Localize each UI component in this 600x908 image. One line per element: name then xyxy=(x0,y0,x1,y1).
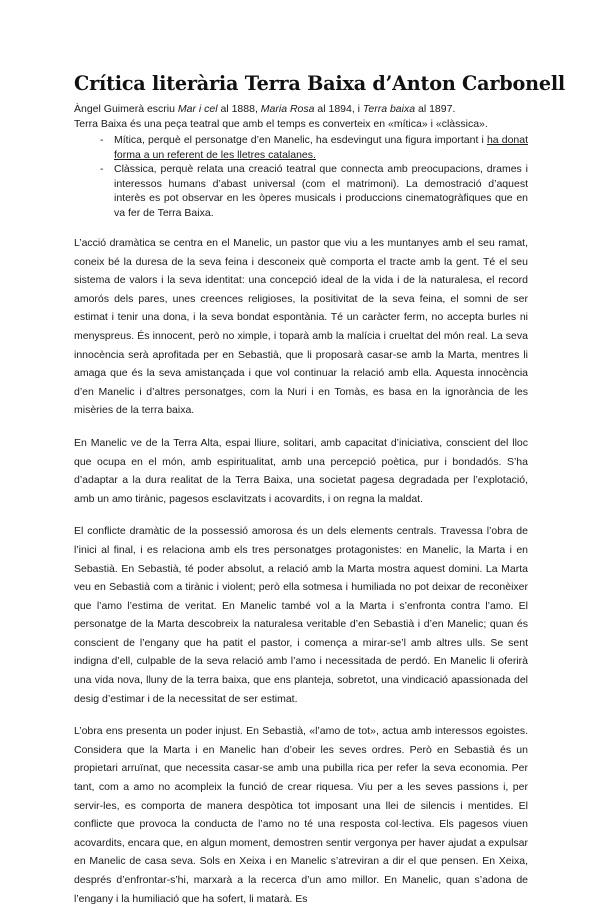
document-title: Crítica literària Terra Baixa d’Anton Carbonell xyxy=(74,72,566,95)
bullet-text: Mítica, perquè el personatge d’en Manelic, ha esdevingut una figura important i xyxy=(114,134,487,146)
intro-line-definition: Terra Baixa és una peça teatral que amb el temps es converteix en «mítica» i «clàssica». xyxy=(74,117,488,130)
bullet-dash: - xyxy=(100,163,104,175)
work-title-maria-rosa: Maria Rosa xyxy=(260,103,315,115)
bullet-underlined-text: ha donat forma a un referent de les lletres catalanes. xyxy=(114,134,529,161)
intro-text-c: al 1894, i xyxy=(314,103,363,115)
intro-line-works xyxy=(74,102,528,117)
paragraph-poder-injust: L’obra ens presenta un poder injust. En Sebastià, «l’amo de tot», actua amb interessos egoistes. Considera que la Marta i en Manelic han d’obeir les seves ordres. Però en Sebastià és un propietari arruïnat, que necessita casar-se amb una pubilla rica per refer la seva economia. Per tant, com a amo no acompleix la funció de crear riquesa. Viu per a les seves passions i, per servir-les, es comporta de manera despòtica tot imposant una llei de silencis i mentides. El conflicte que provoca la conducta de l’amo no té una resposta col·lectiva. Els pagesos viuen acovardits, encara que, en algun moment, demostren sentir vergonya per haver ajudat a expulsar en Manelic de casa seva. Sols en Xeixa i en Manelic s’atreviran a dir el que pensen. En Xeixa, després d’enfrontar-s’hi, marxarà a la recerca d’un amo millor. En Manelic, quan s’adona de l’engany i la humiliació que ha sofert, li matarà. Es xyxy=(74,725,528,905)
bullet-text: Clàssica, perquè relata una creació teatral que connecta amb preocupacions, drames i interessos humans d’abast universal (com el matrimoni). La demostració d’aquest interès es pot observar en les òperes musicals i produccions cinematogràfiques que en va fer de Terra Baixa. xyxy=(114,163,528,219)
paragraph-manelic: L’acció dramàtica se centra en el Manelic, un pastor que viu a les muntanyes amb el seu ramat, coneix bé la duresa de la seva feina i desconeix què comporta el tracte amb la gent. Té el seu sistema de valors i la seva identitat: una concepció ideal de la vida i de la naturalesa, el record amorós dels pares, unes creences religioses, la positivitat de la seva feina, el somni de ser estimat i tenir una dona, i la seva bondat espontània. Té un caràcter ferm, no accepta burles ni menyspreus. És innocent, però no ximple, i toparà amb la malícia i crueltat del món real. La seva innocència serà aprofitada per en Sebastià, que li proposarà casar-se amb la Marta, mentres li amaga que és la seva amistançada i que vol continuar la relació amb ella. Aquesta innocència d’en Manelic i d’altres personatges, com la Nuri i en Tomàs, es basa en la ignorància de les misèries de la terra baixa. xyxy=(74,237,528,417)
work-title-terra-baixa: Terra baixa xyxy=(362,103,416,115)
intro-text-d: al 1897. xyxy=(415,103,456,115)
bullet-list xyxy=(74,133,528,220)
intro-text-b: al 1888, xyxy=(217,103,261,115)
work-title-mar-i-cel: Mar i cel xyxy=(177,103,218,115)
bullet-item-mitica xyxy=(100,133,528,162)
paragraph-conflicte: El conflicte dramàtic de la possessió amorosa és un dels elements centrals. Travessa l’obra de l’inici al final, i es relaciona amb els tres personatges protagonistes: en Manelic, la Marta i en Sebastià. En Sebastià, té poder absolut, a relació amb la Marta mostra aquest domini. La Marta veu en Sebastià com a tirànic i violent; però ella sotmesa i humiliada no pot deixar de reconèixer que l’amo l’estima de veritat. En Manelic també vol a la Marta i s’enfronta contra l’amo. El personatge de la Marta descobreix la naturalesa veritable d’en Sebastià i d’en Manelic; quan és conscient de l’engany que ha patit el pastor, i comença a mirar-se’l amb altres ulls. Se sent indigna d’ell, culpable de la seva relació amb l’amo i necessitada de perdó. En Manelic li oferirà una vida nova, lluny de la terra baixa, que ens planteja, sobretot, una vindicació apassionada del desig d’estimar i de la necessitat de ser estimat. xyxy=(74,525,528,705)
bullet-item-classica xyxy=(100,162,528,220)
intro-text-a: Àngel Guimerà escriu xyxy=(74,103,178,115)
bullet-dash: - xyxy=(100,134,104,146)
paragraph-terra-alta: En Manelic ve de la Terra Alta, espai lliure, solitari, amb capacitat d’iniciativa, conscient del lloc que ocupa en el món, amb espiritualitat, amb una percepció poètica, pur i bondadós. S’ha d’adaptar a la dura realitat de la Terra Baixa, una societat pagesa degradada per l’explotació, amb un amo tirànic, pagesos esclavitzats i acovardits, i on regna la maldat. xyxy=(74,436,528,505)
